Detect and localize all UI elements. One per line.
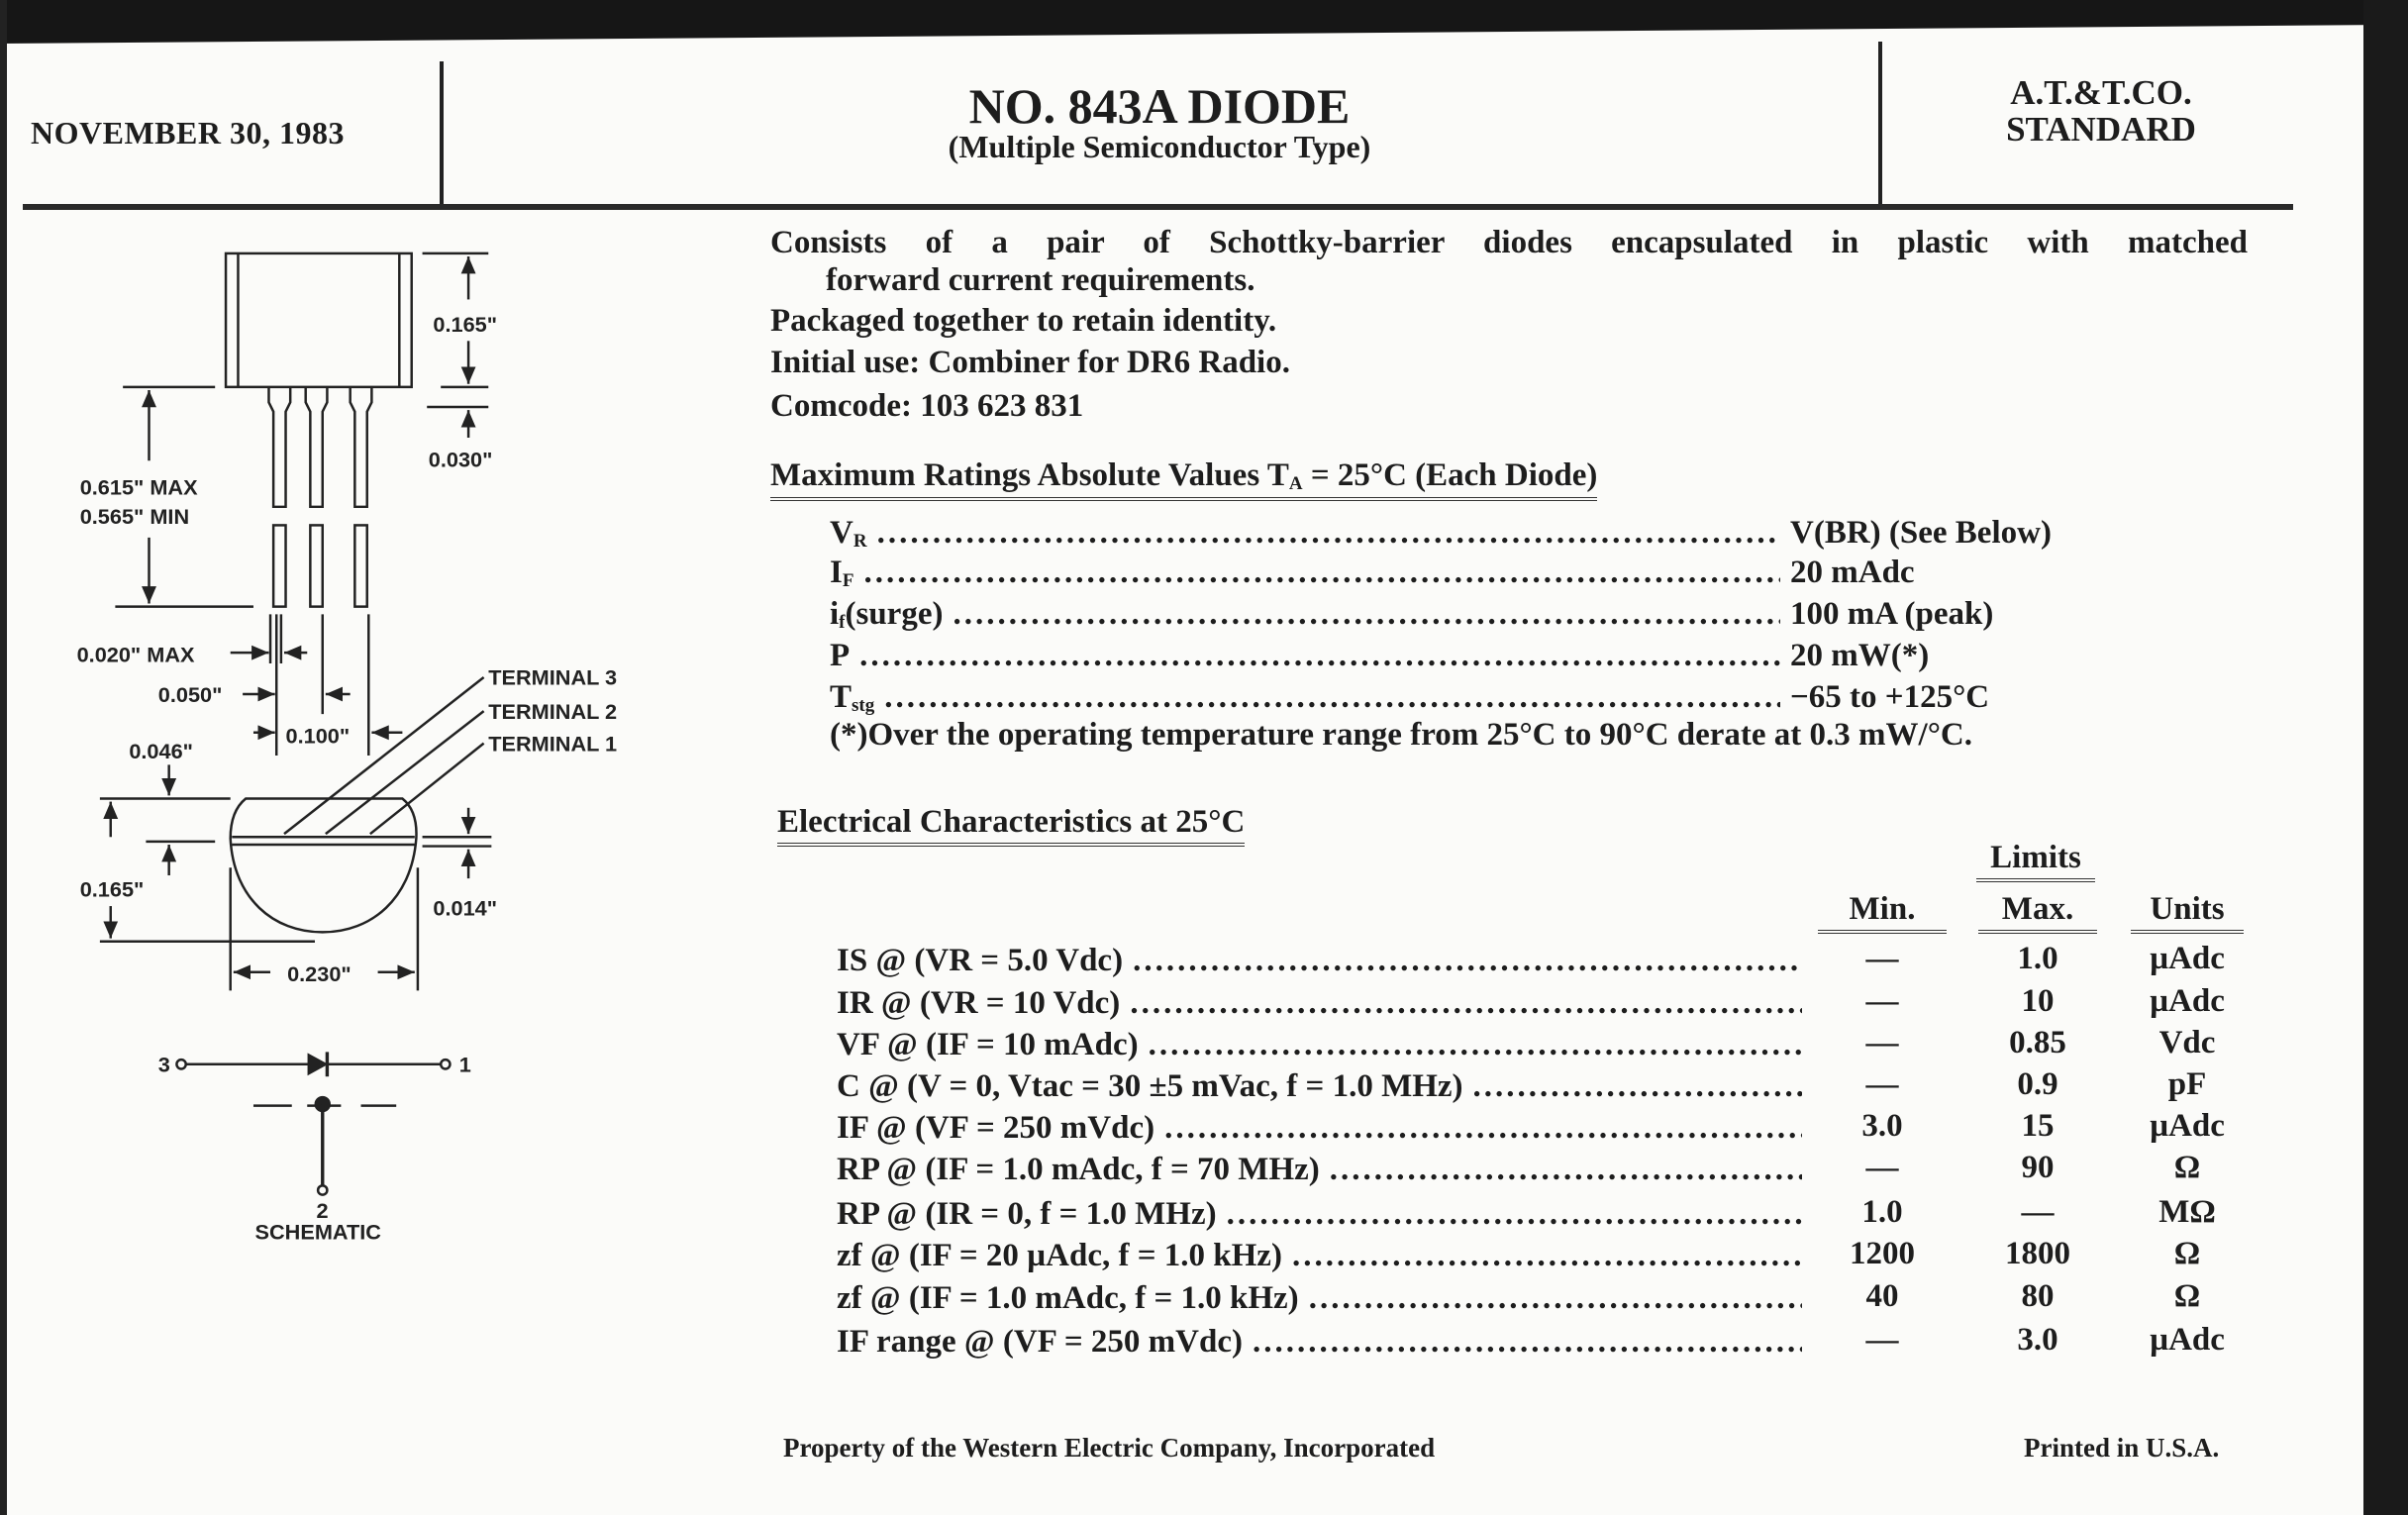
max-rating-row (830, 555, 2384, 592)
standard-label (1941, 74, 2261, 148)
param-label: zf @ (IF = 20 µAdc, f = 1.0 kHz) (837, 1238, 1282, 1273)
cell-min: 40 (1865, 1278, 1899, 1314)
electrical-row (837, 1152, 1812, 1188)
leader-dots (859, 638, 1780, 674)
param-label: IR @ (VR = 10 Vdc) (837, 985, 1121, 1021)
cell-min: — (1865, 983, 1899, 1019)
cell-max: 1.0 (2017, 941, 2058, 976)
cell-min: — (1865, 1150, 1899, 1185)
schematic-pin-2: 2 (316, 1197, 329, 1223)
rating-value: 20 mW(*) (1790, 638, 1930, 673)
description-line4: Comcode: 103 623 831 (770, 388, 1084, 424)
rating-param: P (830, 638, 851, 673)
heading-subscript: A (1288, 473, 1303, 494)
rating-param: $I_F$ (830, 555, 854, 591)
electrical-row (837, 1324, 1812, 1361)
leader-dots (1330, 1152, 1802, 1188)
cell-units: Ω (2173, 1150, 2201, 1185)
min-header: Min. (1818, 891, 1947, 934)
limits-header: Limits (1976, 840, 2095, 882)
max-ratings-footnote: (*)Over the operating temperature range from 25°C to 90°C derate at 0.3 mW/°C. (830, 717, 1972, 753)
leader-dots (863, 555, 1780, 591)
header-divider-right (1878, 42, 1882, 205)
printed-notice: Printed in U.S.A. (2024, 1433, 2220, 1463)
heading-text: Maximum Ratings Absolute Values T (770, 457, 1289, 493)
cell-max: — (2021, 1194, 2055, 1230)
cell-max: 0.85 (2009, 1025, 2066, 1060)
rating-param: $V_R$ (830, 515, 867, 552)
cell-min: — (1865, 1322, 1899, 1358)
param-label: C @ (V = 0, Vtac = 30 ±5 mVac, f = 1.0 MHz) (837, 1068, 1463, 1104)
diode-symbol-icon (309, 1055, 326, 1073)
units-header: Units (2131, 891, 2244, 934)
electrical-heading: Electrical Characteristics at 25°C (777, 804, 1245, 847)
dim-flat-offset: 0.046" (129, 739, 193, 764)
cell-min: — (1865, 1025, 1899, 1060)
dim-lead-thickness: 0.014" (433, 895, 498, 921)
param-label: VF @ (IF = 10 mAdc) (837, 1027, 1139, 1062)
standard-line1: A.T.&T.CO. (2010, 73, 2192, 112)
description-line1: Consists of a pair of Schottky-barrier diodes encapsulated in plastic with matched (770, 225, 2248, 260)
description-line3: Initial use: Combiner for DR6 Radio. (770, 345, 1290, 380)
terminal-2-label: TERMINAL 2 (488, 698, 618, 724)
leader-dots (1149, 1027, 1802, 1063)
property-notice: Property of the Western Electric Company, Incorporated (783, 1433, 1436, 1463)
leader-dots (1164, 1110, 1802, 1147)
electrical-row (837, 1068, 1812, 1105)
schematic-label: SCHEMATIC (254, 1219, 381, 1245)
leader-dots (884, 679, 1780, 716)
leader-dots (1130, 985, 1802, 1022)
cell-min: — (1865, 1066, 1899, 1102)
param-label: RP @ (IF = 1.0 mAdc, f = 70 MHz) (837, 1152, 1320, 1187)
diagram-labels (77, 312, 617, 1245)
leader-dots (1227, 1196, 1802, 1233)
leader-dots (877, 515, 1780, 552)
dim-width: 0.230" (287, 961, 351, 987)
dim-body-height: 0.165" (433, 312, 498, 338)
dim-lead-width: 0.020" MAX (76, 642, 195, 667)
rating-value: V(BR) (See Below) (1790, 515, 2052, 551)
page-subtitle: (Multiple Semiconductor Type) (948, 129, 1371, 164)
cell-units: µAdc (2150, 1108, 2225, 1144)
rating-param: $T_{stg}$ (830, 679, 875, 716)
dim-total-depth: 0.165" (79, 876, 145, 902)
cell-units: µAdc (2150, 1322, 2225, 1358)
rating-value: −65 to +125°C (1790, 679, 1990, 715)
cell-units: pF (2167, 1066, 2207, 1102)
cell-units: µAdc (2150, 941, 2225, 976)
leader-dots (953, 596, 1780, 633)
max-rating-row (830, 515, 2384, 553)
max-rating-row (830, 638, 2384, 675)
schematic-pin-1: 1 (458, 1052, 471, 1077)
electrical-row (837, 985, 1812, 1022)
terminal-3-label: TERMINAL 3 (488, 664, 618, 690)
electrical-row (837, 1027, 1812, 1063)
description-line1-cont: forward current requirements. (826, 262, 1255, 298)
package-body-side (226, 253, 412, 387)
cell-min: — (1865, 941, 1899, 976)
cell-units: Ω (2173, 1278, 2201, 1314)
description-line2: Packaged together to retain identity. (770, 303, 1277, 339)
cell-max: 10 (2021, 983, 2055, 1019)
leads (268, 387, 371, 607)
cell-units: Ω (2173, 1236, 2201, 1271)
leader-dots (1473, 1068, 1802, 1105)
standard-line2: STANDARD (2006, 110, 2196, 149)
schematic-diagram (176, 1052, 450, 1194)
package-body-bottom (231, 798, 417, 932)
rating-param: $i_f(surge)$ (830, 596, 944, 633)
electrical-row (837, 1238, 1812, 1274)
cell-units: Vdc (2158, 1025, 2216, 1060)
dim-lead-spacing: 0.050" (157, 681, 223, 707)
param-label: IF @ (VF = 250 mVdc) (837, 1110, 1155, 1146)
header-rule (23, 204, 2293, 210)
max-header: Max. (1978, 891, 2097, 934)
scan-border-top (0, 0, 2408, 44)
page-title: NO. 843A DIODE (968, 78, 1351, 134)
max-ratings-heading (770, 457, 1597, 501)
cell-max: 3.0 (2017, 1322, 2058, 1358)
cell-max: 80 (2021, 1278, 2055, 1314)
max-rating-row (830, 596, 2384, 634)
electrical-row (837, 1280, 1812, 1317)
cell-min: 1.0 (1861, 1194, 1903, 1230)
document-date: NOVEMBER 30, 1983 (31, 115, 345, 151)
electrical-row (837, 1196, 1812, 1233)
cell-max: 0.9 (2017, 1066, 2058, 1102)
cell-min: 3.0 (1861, 1108, 1903, 1144)
heading-tail: = 25°C (Each Diode) (1302, 457, 1598, 493)
electrical-row (837, 1110, 1812, 1147)
dim-lead-length-min: 0.565" MIN (79, 503, 190, 529)
param-label: zf @ (IF = 1.0 mAdc, f = 1.0 kHz) (837, 1280, 1299, 1316)
cell-max: 1800 (2005, 1236, 2070, 1271)
dim-lead-length-max: 0.615" MAX (79, 474, 198, 500)
scan-border-right (2363, 0, 2408, 1515)
param-label: IF range @ (VF = 250 mVdc) (837, 1324, 1243, 1360)
leader-dots (1133, 943, 1802, 979)
param-label: RP @ (IR = 0, f = 1.0 MHz) (837, 1196, 1217, 1232)
leader-dots (1253, 1324, 1802, 1361)
rating-value: 20 mAdc (1790, 555, 1915, 590)
rating-value: 100 mA (peak) (1790, 596, 1994, 632)
cell-units: MΩ (2158, 1194, 2216, 1230)
leader-dots (1292, 1238, 1802, 1274)
leader-dots (1309, 1280, 1802, 1317)
scan-border-left (0, 0, 7, 1515)
dim-lead-pitch: 0.100" (285, 723, 351, 749)
header-divider-left (440, 61, 444, 208)
param-label: IS @ (VR = 5.0 Vdc) (837, 943, 1124, 978)
cell-max: 90 (2021, 1150, 2055, 1185)
cell-max: 15 (2021, 1108, 2055, 1144)
cell-units: µAdc (2150, 983, 2225, 1019)
cell-min: 1200 (1850, 1236, 1915, 1271)
electrical-row (837, 943, 1812, 979)
schematic-pin-3: 3 (157, 1052, 170, 1077)
dim-lead-offset: 0.030" (428, 447, 493, 472)
terminal-1-label: TERMINAL 1 (488, 731, 618, 757)
max-rating-row (830, 679, 2384, 717)
